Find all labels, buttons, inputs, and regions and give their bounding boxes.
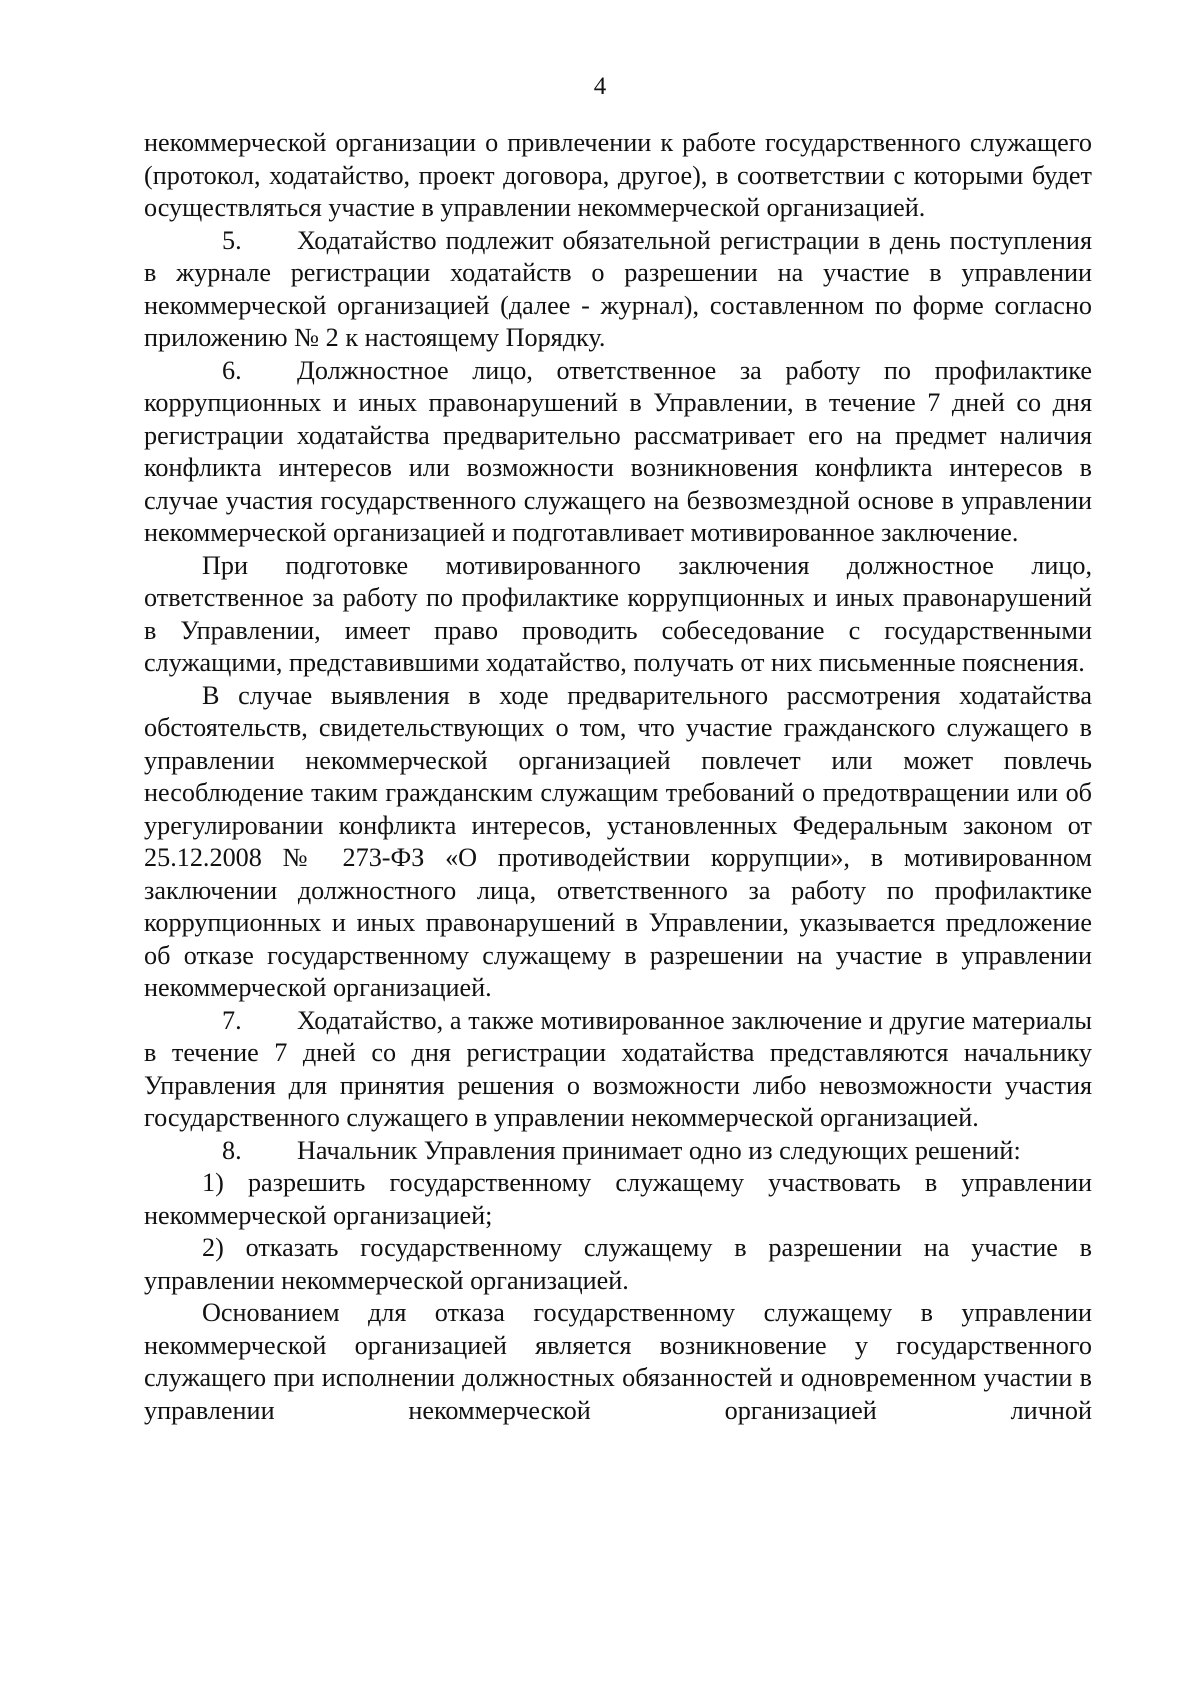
paragraph-item-8 — [144, 1135, 1092, 1168]
paragraph-continuation: некоммерческой организации о привлечении к работе государственного служащего (протокол, ходатайство, проект договора, другое), в соответствии с которыми будет осуществляться участие в управлении некоммерческой организацией. — [144, 128, 1092, 222]
paragraph-decision-allow: 1) разрешить государственному служащему участвовать в управлении некоммерческой организацией; — [144, 1168, 1092, 1230]
page-number: 4 — [593, 73, 607, 100]
paragraph-item-6-preparation: При подготовке мотивированного заключения должностное лицо, ответственное за работу по профилактике коррупционных и иных правонарушений в Управлении, имеет право проводить собеседование с государственными служащими, представившими ходатайство, получать от них письменные пояснения. — [144, 550, 1092, 677]
item-number: 5. — [222, 225, 242, 255]
paragraph-item-5 — [144, 225, 1092, 355]
paragraph-item-6-conflict: В случае выявления в ходе предварительного рассмотрения ходатайства обстоятельств, свидетельствующих о том, что участие гражданского служащего в управлении некоммерческой организацией повлечет или может повлечь несоблюдение таким гражданским служащим требований о предотвращении или об урегулировании конфликта интересов, установленных Федеральным законом от 25.12.2008 № 273-ФЗ «О противодействии коррупции», в мотивированном заключении должностного лица, ответственного за работу по профилактике коррупционных и иных правонарушений в Управлении, указывается предложение об отказе государственному служащему в разрешении на участие в управлении некоммерческой организацией. — [144, 680, 1092, 1002]
paragraph-item-6 — [144, 355, 1092, 550]
item-number: 8. — [222, 1135, 242, 1165]
paragraph-item-7 — [144, 1005, 1092, 1135]
document-body — [144, 127, 1092, 1427]
item-number: 6. — [222, 355, 242, 385]
paragraph-refusal-basis: Основанием для отказа государственному служащему в управлении некоммерческой организацией является возникновение у государственного служащего при исполнении должностных обязанностей и одновременном участии в управлении некоммерческой организацией личной — [144, 1298, 1092, 1425]
item-number: 7. — [222, 1005, 242, 1035]
item-text: Начальник Управления принимает одно из следующих решений: — [297, 1135, 1021, 1165]
item-text: Должностное лицо, ответственное за работу по профилактике коррупционных и иных правонарушений в Управлении, в течение 7 дней со дня регистрации ходатайства предварительно рассматривает его на предмет наличия конфликта интересов или возможности возникновения конфликта интересов в случае участия государственного служащего на безвозмездной основе в управлении некоммерческой организацией и подготавливает мотивированное заключение. — [144, 355, 1092, 547]
item-text: Ходатайство подлежит обязательной регистрации в день поступления в журнале регистрации ходатайств о разрешении на участие в управлении некоммерческой организацией (далее - журнал), составленном по форме согласно приложению № 2 к настоящему Порядку. — [144, 225, 1092, 352]
item-text: Ходатайство, а также мотивированное заключение и другие материалы в течение 7 дней со дня регистрации ходатайства представляются начальнику Управления для принятия решения о возможности либо невозможности участия государственного служащего в управлении некоммерческой организацией. — [144, 1005, 1092, 1132]
paragraph-decision-refuse: 2) отказать государственному служащему в разрешении на участие в управлении некоммерческой организацией. — [144, 1233, 1092, 1295]
